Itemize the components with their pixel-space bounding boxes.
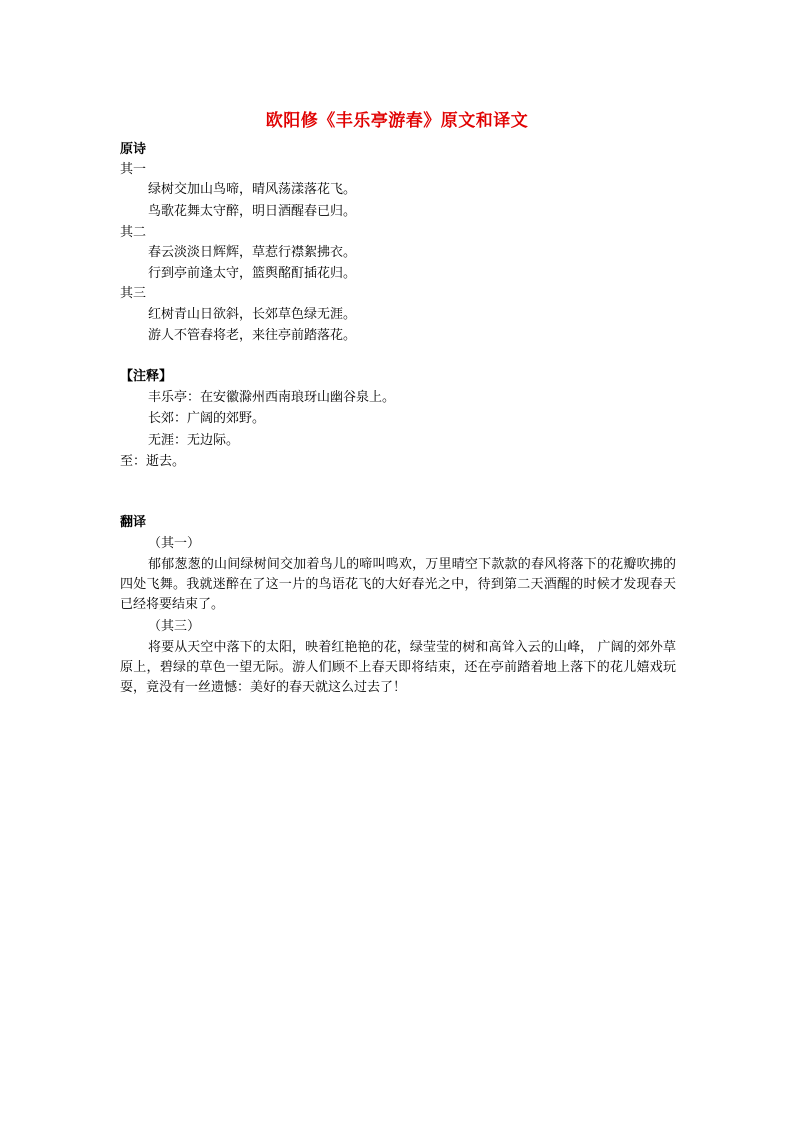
note-item: 至：逝去。 [120, 454, 186, 469]
translation-part-label: （其三） [148, 619, 201, 634]
poem-heading: 原诗 [120, 142, 147, 157]
poem-section-label: 其二 [120, 225, 147, 240]
poem-line: 红树青山日欲斜，长郊草色绿无涯。 [148, 307, 357, 322]
translation-part-label: （其一） [148, 536, 201, 551]
poem-line: 行到亭前逢太守，篮舆酩酊插花归。 [148, 266, 357, 281]
poem-line: 春云淡淡日辉辉，草惹行襟絮拂衣。 [148, 245, 357, 260]
poem-line: 游人不管春将老，来往亭前踏落花。 [148, 328, 357, 343]
note-item: 无涯：无边际。 [148, 433, 240, 448]
poem-section-label: 其一 [120, 162, 147, 177]
translation-paragraph: 郁郁葱葱的山间绿树间交加着鸟儿的啼叫鸣欢，万里晴空下款款的春风将落下的花瓣吹拂的四处飞舞。我就迷醉在了这一片的鸟语花飞的大好春光之中，待到第二天酒醒的时候才发现春天已经将要结束了。 [120, 557, 676, 612]
notes-heading: 【注释】 [120, 369, 173, 384]
note-item: 丰乐亭：在安徽滁州西南琅玡山幽谷泉上。 [148, 390, 396, 405]
translation-heading: 翻译 [120, 515, 147, 530]
note-item: 长郊：广阔的郊野。 [148, 411, 266, 426]
translation-paragraph: 将要从天空中落下的太阳，映着红艳艳的花，绿莹莹的树和高耸入云的山峰， 广阔的郊外草原上，碧绿的草色一望无际。游人们顾不上春天即将结束，还在亭前踏着地上落下的花儿嬉戏玩耍，竟没有一丝遗憾：美好的春天就这么过去了！ [120, 640, 676, 695]
document-title: 欧阳修《丰乐亭游春》原文和译文 [265, 111, 529, 131]
poem-line: 鸟歌花舞太守醉，明日酒醒春已归。 [148, 204, 357, 219]
poem-section-label: 其三 [120, 286, 147, 301]
poem-line: 绿树交加山鸟啼，晴风荡漾落花飞。 [148, 182, 357, 197]
